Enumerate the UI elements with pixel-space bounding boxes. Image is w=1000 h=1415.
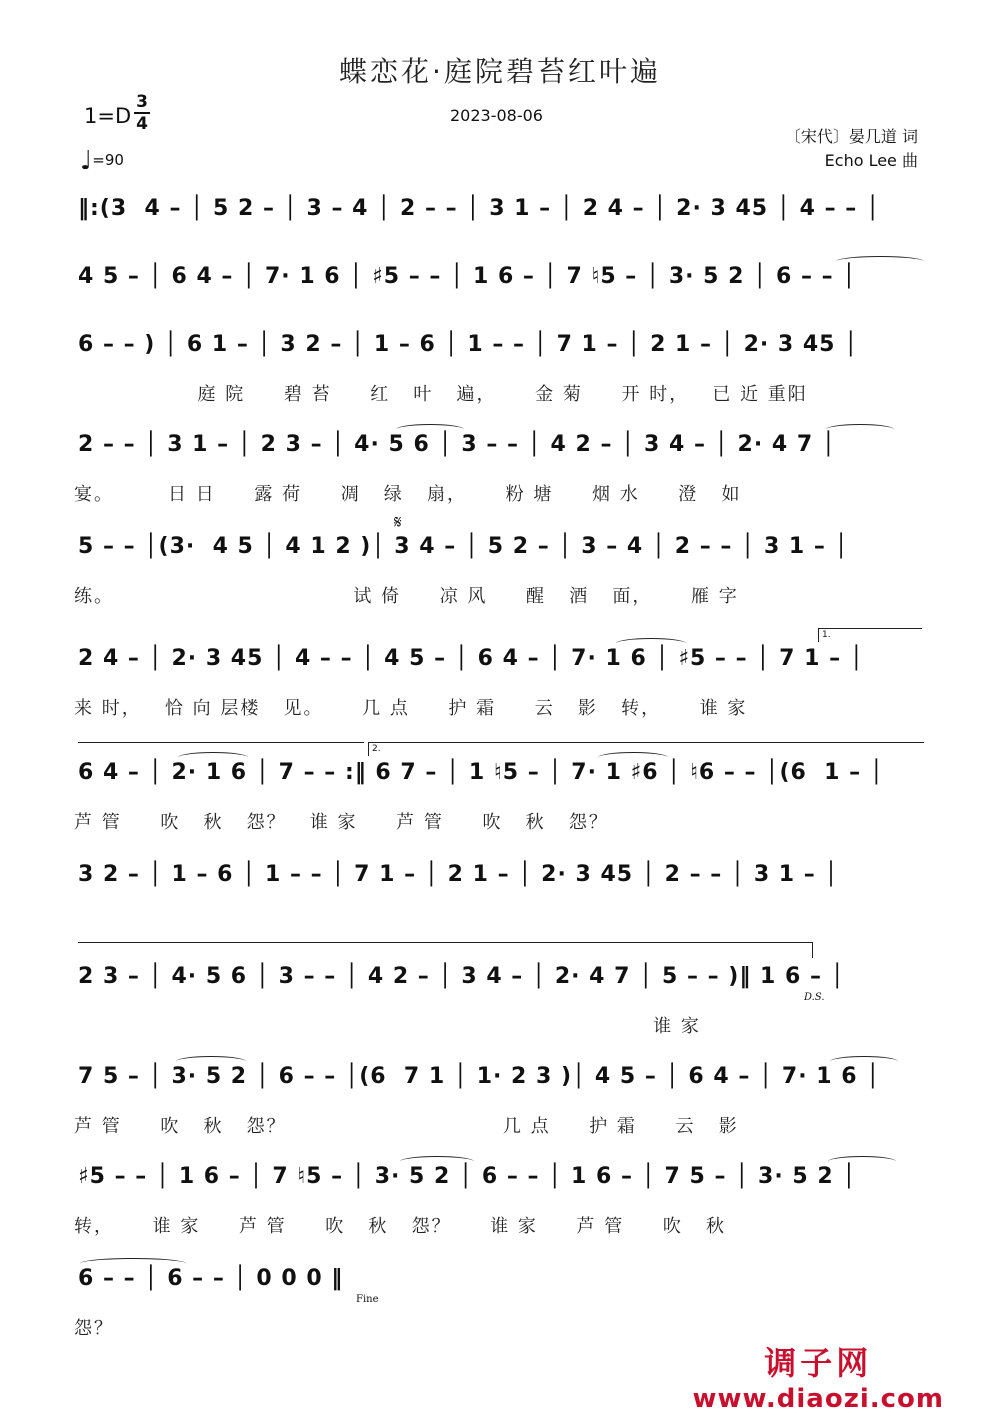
tempo-marking [80, 146, 124, 176]
notation: ♯5 – – │ 1 6 – │ 7 ♮5 – │ 3· 5 2 │ 6 – – │ 1 6 – │ 7 5 – │ 3· 5 2 │ [78, 1164, 857, 1189]
quarter-note-icon: ♩ [80, 146, 93, 176]
notation: 2 – – │ 3 1 – │ 2 3 – │ 4· 5 6 │ 3 – – │ 4 2 – │ 3 4 – │ 2· 4 7 │ [78, 432, 837, 457]
volta-1-line [818, 628, 922, 629]
volta-2-line [368, 742, 924, 743]
watermark-site-name: 调子网 [764, 1344, 873, 1382]
lyrics: 宴。 日 日 露 荷 凋 绿 扇， 粉 塘 烟 水 澄 如 [74, 484, 742, 505]
composer-credit: Echo Lee 曲 [824, 151, 918, 170]
segno-icon: 𝄋 [394, 512, 402, 533]
time-signature-bottom: 4 [136, 113, 148, 134]
lyrics: 怨？ [74, 1318, 114, 1339]
song-title: 蝶恋花·庭院碧苔红叶遍 [339, 55, 661, 88]
repeat-bracket-line [78, 942, 812, 943]
time-signature-top: 3 [136, 92, 148, 112]
lyricist-credit: 〔宋代〕晏几道 词 [784, 127, 918, 146]
lyrics: 芦 管 吹 秋 怨？ 谁 家 芦 管 吹 秋 怨？ [74, 812, 609, 833]
score-line-3 [0, 332, 1000, 422]
notation: 2 3 – │ 4· 5 6 │ 3 – – │ 4 2 – │ 3 4 – │ 2· 4 7 │ 5 – – )‖ 1 6 – │ [78, 964, 845, 989]
score-line-6 [0, 630, 1000, 736]
lyrics: 练。 试 倚 凉 风 醒 酒 面， 雁 字 [74, 586, 739, 607]
tempo-value: =90 [92, 151, 124, 169]
score-line-8 [0, 862, 1000, 952]
repeat-bracket-hook [812, 942, 813, 958]
volta-1-hook [818, 628, 819, 642]
notation: 5 – – │(3· 4 5 │ 4 1 2 )│ 3 4 – │ 5 2 – │ 3 – 4 │ 2 – – │ 3 1 – │ [78, 534, 849, 559]
site-watermark [693, 1338, 945, 1414]
score-line-7 [0, 744, 1000, 850]
score-line-5 [0, 512, 1000, 624]
fine-marking: Fine [356, 1294, 379, 1305]
volta-2-hook [368, 742, 369, 756]
lyrics: 谁 家 [74, 1016, 701, 1037]
ds-marking: D.S. [804, 992, 825, 1003]
notation: 6 – – ) │ 6 1 – │ 3 2 – │ 1 – 6 │ 1 – – │ 7 1 – │ 2 1 – │ 2· 3 45 │ [78, 332, 859, 357]
volta-1-label: 1. [822, 630, 831, 640]
notation: 4 5 – │ 6 4 – │ 7· 1 6 │ ♯5 – – │ 1 6 – │ 7 ♮5 – │ 3· 5 2 │ 6 – – │ [78, 264, 857, 289]
lyrics: 芦 管 吹 秋 怨？ 几 点 护 霜 云 影 [74, 1116, 739, 1137]
slur-mark [826, 424, 894, 435]
lyrics: 庭 院 碧 苔 红 叶 遍， 金 菊 开 时， 已 近 重阳 [74, 384, 808, 405]
volta-1-continuation [78, 742, 364, 743]
time-signature [133, 92, 151, 134]
score-line-10 [0, 1064, 1000, 1154]
notation: 6 4 – │ 2· 1 6 │ 7 – – :‖ 6 7 – │ 1 ♮5 – │ 7· 1 ♯6 │ ♮6 – – │(6 1 – │ [78, 760, 885, 785]
watermark-site-url: www.diaozi.com [692, 1384, 944, 1414]
lyrics: 来 时， 恰 向 层楼 见。 几 点 护 霜 云 影 转， 谁 家 [74, 698, 748, 719]
volta-2-label: 2. [372, 744, 381, 754]
notation: 6 – – │ 6 – – │ 0 0 0 ‖ [78, 1266, 344, 1291]
score-line-9 [0, 964, 1000, 1054]
score-date: 2023-08-06 [450, 106, 543, 125]
notation: 7 5 – │ 3· 5 2 │ 6 – – │(6 7 1 │ 1· 2 3 )│ 4 5 – │ 6 4 – │ 7· 1 6 │ [78, 1064, 881, 1089]
score-line-4 [0, 432, 1000, 522]
lyrics: 转， 谁 家 芦 管 吹 秋 怨？ 谁 家 芦 管 吹 秋 [74, 1216, 727, 1237]
score-line-11 [0, 1164, 1000, 1254]
notation: ‖:(3 4 – │ 5 2 – │ 3 – 4 │ 2 – – │ 3 1 – │ 2 4 – │ 2· 3 45 │ 4 – – │ [78, 196, 881, 221]
notation: 2 4 – │ 2· 3 45 │ 4 – – │ 4 5 – │ 6 4 – │ 7· 1 6 │ ♯5 – – │ 7 1 – │ [78, 646, 864, 671]
notation: 3 2 – │ 1 – 6 │ 1 – – │ 7 1 – │ 2 1 – │ 2· 3 45 │ 2 – – │ 3 1 – │ [78, 862, 839, 887]
key-signature: 1=D [84, 104, 132, 128]
